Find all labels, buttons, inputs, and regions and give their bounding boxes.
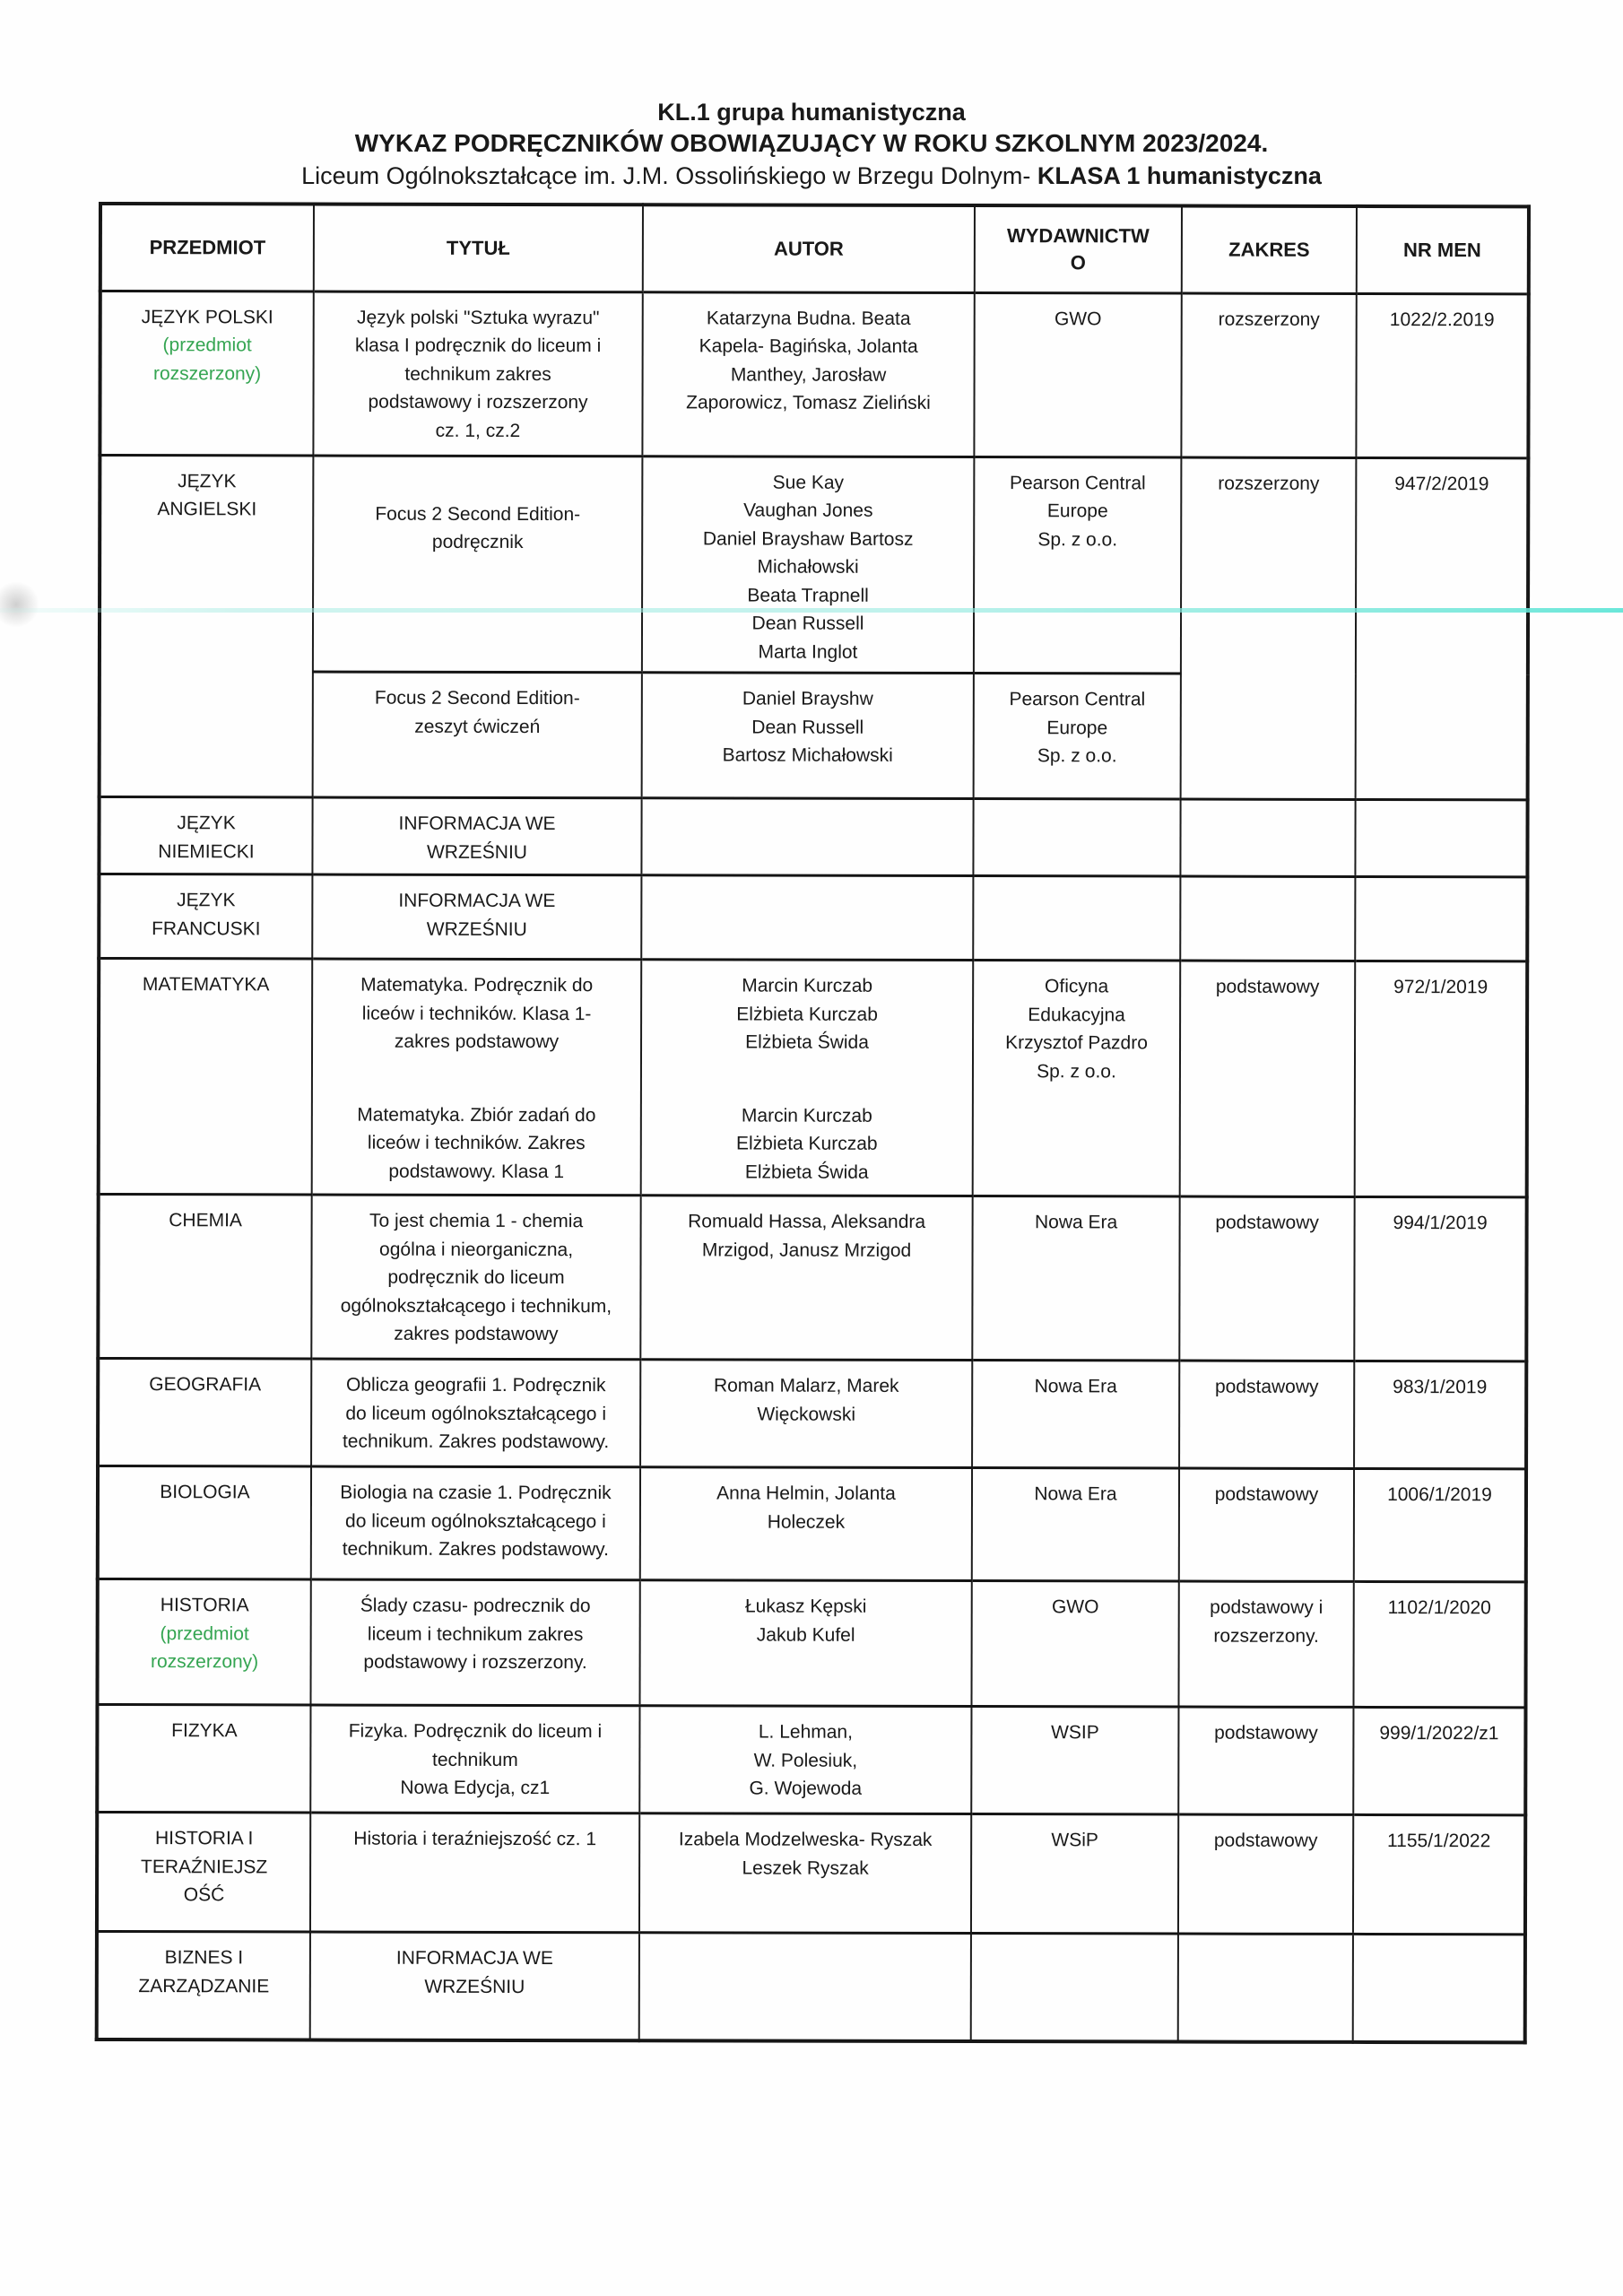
scope-cell: podstawowy xyxy=(1178,1814,1353,1934)
subject-cell: BIZNES I ZARZĄDZANIE xyxy=(97,1932,310,2039)
table-row-jezyk-niemiecki xyxy=(99,797,1527,877)
column-header-przedmiot: PRZEDMIOT xyxy=(100,204,314,291)
title-cell: Fizyka. Podręcznik do liceum i technikum Nowa Edycja, cz1 xyxy=(310,1705,639,1813)
author-cell: Izabela Modzelweska- Ryszak Leszek Ryszak xyxy=(639,1813,971,1934)
author-cell: Katarzyna Budna. Beata Kapela- Bagińska, Jolanta Manthey, Jarosław Zaporowicz, Tomasz Zieliński xyxy=(642,291,974,457)
title-cell: Język polski "Sztuka wyrazu" klasa I podręcznik do liceum i technikum zakres podstawowy i rozszerzony cz. 1, cz.2 xyxy=(313,291,642,457)
author-cell xyxy=(641,960,974,1196)
men-number-cell: 1102/1/2020 xyxy=(1353,1581,1525,1707)
publisher-cell: Nowa Era xyxy=(972,1468,1179,1581)
page-title-main: WYKAZ PODRĘCZNIKÓW OBOWIĄZUJĄCY W ROKU SZKOLNYM 2023/2024. xyxy=(354,129,1269,157)
men-number-cell: 983/1/2019 xyxy=(1354,1361,1526,1468)
title-cell: Ślady czasu- podrecznik do liceum i technikum zakres podstawowy i rozszerzony. xyxy=(310,1579,639,1706)
men-number-cell xyxy=(1355,876,1527,961)
page-title-group: KL.1 grupa humanistyczna xyxy=(657,99,966,126)
men-number-cell: 947/2/2019 xyxy=(1356,457,1529,800)
men-number-cell: 1006/1/2019 xyxy=(1354,1468,1526,1581)
document-header xyxy=(0,97,1623,192)
table-row-matematyka xyxy=(99,959,1528,1197)
table-row-jezyk-francuski xyxy=(99,874,1527,961)
textbook-table xyxy=(95,202,1531,2044)
table-row-historia-i-terazniejszosc xyxy=(97,1813,1525,1935)
subject-cell: MATEMATYKA xyxy=(99,959,313,1195)
men-number-cell xyxy=(1355,799,1527,876)
publisher-cell: Pearson Central Europe Sp. z o.o. xyxy=(974,457,1182,674)
author-part-2: Marcin Kurczab Elżbieta Kurczab Elżbieta Świda xyxy=(735,1105,878,1183)
scope-cell: podstawowy xyxy=(1179,1468,1354,1581)
publisher-cell: WSiP xyxy=(971,1814,1178,1934)
men-number-cell: 994/1/2019 xyxy=(1354,1196,1526,1361)
men-number-cell: 1155/1/2022 xyxy=(1353,1814,1525,1934)
scope-cell: rozszerzony xyxy=(1181,457,1357,800)
subject-cell: JĘZYK ANGIELSKI xyxy=(100,455,314,797)
subject-note: (przedmiot rozszerzony) xyxy=(152,335,262,384)
author-cell: Łukasz Kępski Jakub Kufel xyxy=(639,1580,971,1707)
subject-cell xyxy=(97,1579,310,1705)
publisher-cell: WSIP xyxy=(971,1707,1178,1814)
title-cell: To jest chemia 1 - chemia ogólna i nieorganiczna, podręcznik do liceum ogólnokształcącego i technikum, zakres podstawowy xyxy=(311,1195,640,1360)
publisher-cell: Oficyna Edukacyjna Krzysztof Pazdro Sp. z o.o. xyxy=(973,961,1181,1196)
subject-cell: JĘZYK NIEMIECKI xyxy=(99,797,312,874)
author-cell: Sue Kay Vaughan Jones Daniel Brayshaw Bartosz Michałowski Beata Trapnell Dean Russell Marta Inglot xyxy=(642,456,975,673)
scope-cell: podstawowy xyxy=(1179,1361,1354,1468)
author-cell: L. Lehman, W. Polesiuk, G. Wojewoda xyxy=(639,1706,971,1814)
table-row-geografia xyxy=(98,1359,1526,1469)
column-header-wydawnictwo: WYDAWNICTW O xyxy=(975,205,1182,292)
subject-cell: JĘZYK FRANCUSKI xyxy=(99,874,312,959)
author-cell xyxy=(639,1933,971,2041)
publisher-cell: GWO xyxy=(971,1581,1178,1707)
column-header-nr-men: NR MEN xyxy=(1357,206,1529,293)
scope-cell: podstawowy xyxy=(1179,1196,1354,1361)
table-row-biznes-i-zarzadzanie xyxy=(97,1932,1525,2042)
title-cell: Historia i teraźniejszość cz. 1 xyxy=(310,1813,639,1933)
author-cell xyxy=(641,875,973,961)
table-header-row xyxy=(100,204,1529,293)
subject-label: JĘZYK POLSKI xyxy=(141,306,273,327)
table-row-historia xyxy=(97,1579,1525,1708)
publisher-cell xyxy=(973,799,1180,876)
subject-note: (przedmiot rozszerzony) xyxy=(150,1622,259,1673)
table-row-biologia xyxy=(98,1466,1526,1582)
title-cell: INFORMACJA WE WRZEŚNIU xyxy=(310,1932,639,2040)
men-number-cell: 1022/2.2019 xyxy=(1356,293,1528,457)
column-header-tytul: TYTUŁ xyxy=(314,204,643,292)
publisher-cell: Nowa Era xyxy=(972,1361,1179,1468)
title-cell: INFORMACJA WE WRZEŚNIU xyxy=(312,874,641,960)
school-name: Liceum Ogólnokształcące im. J.M. Ossolińskiego w Brzegu Dolnym- xyxy=(301,162,1037,189)
subject-label: HISTORIA xyxy=(160,1595,249,1616)
author-part-1: Marcin Kurczab Elżbieta Kurczab Elżbieta Świda xyxy=(736,975,878,1053)
subject-cell: FIZYKA xyxy=(97,1705,310,1813)
author-cell: Roman Malarz, Marek Więckowski xyxy=(640,1360,972,1468)
scope-cell xyxy=(1180,876,1355,961)
author-cell: Anna Helmin, Jolanta Holeczek xyxy=(640,1467,972,1581)
author-cell: Romuald Hassa, Aleksandra Mrzigod, Janusz Mrzigod xyxy=(640,1196,972,1361)
scan-smudge-artifact xyxy=(0,581,39,628)
table-row-jezyk-angielski-book1 xyxy=(100,455,1529,674)
publisher-cell xyxy=(973,876,1180,961)
scope-cell: podstawowy i rozszerzony. xyxy=(1178,1581,1353,1707)
title-cell: Focus 2 Second Edition- zeszyt ćwiczeń xyxy=(313,672,642,798)
subject-cell: GEOGRAFIA xyxy=(98,1359,311,1466)
title-cell: Oblicza geografii 1. Podręcznik do liceum ogólnokształcącego i technikum. Zakres podstawowy. xyxy=(311,1359,640,1467)
column-header-autor: AUTOR xyxy=(643,204,975,292)
author-cell: Daniel Brayshw Dean Russell Bartosz Michałowski xyxy=(642,673,974,799)
scope-cell: podstawowy xyxy=(1178,1707,1353,1814)
subject-cell: BIOLOGIA xyxy=(98,1466,311,1579)
table-row-jezyk-polski xyxy=(100,291,1528,457)
title-cell: INFORMACJA WE WRZEŚNIU xyxy=(312,797,641,875)
scope-cell xyxy=(1178,1934,1353,2041)
scope-cell xyxy=(1180,799,1355,876)
publisher-cell: GWO xyxy=(974,292,1181,457)
table-row-chemia xyxy=(98,1195,1526,1361)
publisher-cell: Nowa Era xyxy=(972,1196,1179,1361)
publisher-cell: Pearson Central Europe Sp. z o.o. xyxy=(974,674,1181,799)
title-cell: Focus 2 Second Edition- podręcznik xyxy=(313,456,643,673)
author-cell xyxy=(641,798,973,876)
men-number-cell: 999/1/2022/z1 xyxy=(1353,1707,1525,1814)
men-number-cell xyxy=(1353,1934,1525,2041)
subject-cell: HISTORIA I TERAŹNIEJSZ OŚĆ xyxy=(97,1813,310,1932)
table-row-fizyka xyxy=(97,1705,1525,1815)
title-part-2: Matematyka. Zbiór zadań do liceów i techników. Zakres podstawowy. Klasa 1 xyxy=(357,1104,596,1182)
column-header-zakres: ZAKRES xyxy=(1182,206,1357,293)
title-cell: Biologia na czasie 1. Podręcznik do liceum ogólnokształcącego i technikum. Zakres podstawowy. xyxy=(311,1466,640,1580)
publisher-cell xyxy=(971,1934,1178,2041)
title-part-1: Matematyka. Podręcznik do liceów i techników. Klasa 1- zakres podstawowy xyxy=(360,974,594,1053)
title-cell xyxy=(312,959,642,1196)
page-subtitle xyxy=(0,160,1623,192)
class-name: KLASA 1 humanistyczna xyxy=(1037,162,1322,189)
subject-cell: CHEMIA xyxy=(98,1195,311,1359)
men-number-cell: 972/1/2019 xyxy=(1355,961,1528,1196)
subject-cell xyxy=(100,291,313,455)
scope-cell: podstawowy xyxy=(1180,961,1356,1196)
scope-cell: rozszerzony xyxy=(1181,293,1356,457)
